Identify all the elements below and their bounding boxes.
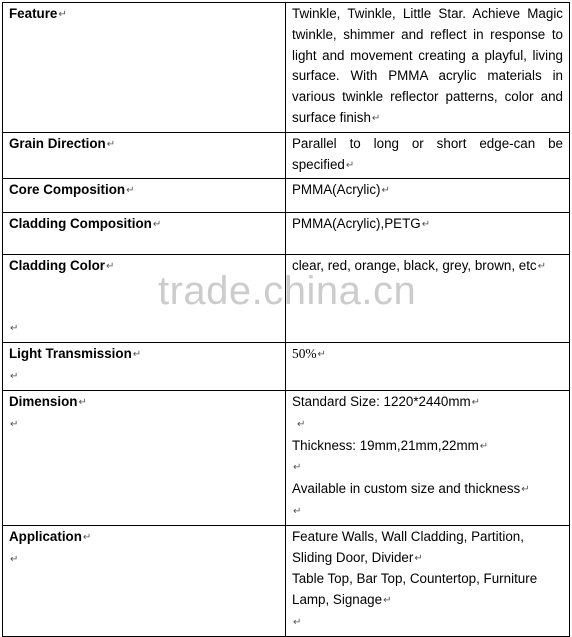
table-row — [3, 3, 570, 133]
row-label-light-transmission: Light Transmission↵ ↵ — [3, 343, 286, 391]
table-row — [3, 390, 570, 525]
table-row — [3, 343, 570, 391]
row-value-application: Feature Walls, Wall Cladding, Partition, Sliding Door, Divider↵ Table Top, Bar Top, Countertop, Furniture Lamp, Signage↵ ↵ — [286, 525, 570, 636]
row-label-application: Application↵ ↵ — [3, 525, 286, 636]
row-label-feature: Feature↵ — [3, 3, 286, 133]
row-value-cladding-color: clear, red, orange, black, grey, brown, etc↵ — [286, 255, 570, 343]
row-value-core-composition: PMMA(Acrylic)↵ — [286, 179, 570, 213]
row-label-cladding-composition: Cladding Composition↵ — [3, 213, 286, 255]
row-label-grain-direction: Grain Direction↵ — [3, 132, 286, 179]
row-value-dimension: Standard Size: 1220*2440mm↵ ↵ Thickness: 19mm,21mm,22mm↵ ↵ Available in custom size and thickness↵ ↵ — [286, 390, 570, 525]
row-label-cladding-color: Cladding Color↵ ↵ — [3, 255, 286, 343]
table-row — [3, 213, 570, 255]
row-label-core-composition: Core Composition↵ — [3, 179, 286, 213]
watermark: trade.china.cn — [158, 269, 417, 313]
row-value-cladding-composition: PMMA(Acrylic),PETG↵ — [286, 213, 570, 255]
row-label-dimension: Dimension↵ ↵ — [3, 390, 286, 525]
table-row — [3, 525, 570, 636]
row-value-feature: Twinkle, Twinkle, Little Star. Achieve Magic twinkle, shimmer and reflect in response to light and movement creating a playful, living surface. With PMMA acrylic materials in various twinkle reflector patterns, color and surface finish↵ — [286, 3, 570, 133]
row-value-light-transmission: 50%↵ — [286, 343, 570, 391]
table-row — [3, 179, 570, 213]
table-row — [3, 132, 570, 179]
spec-table — [2, 2, 570, 637]
row-value-grain-direction: Parallel to long or short edge-can be specified↵ — [286, 132, 570, 179]
table-row — [3, 255, 570, 343]
